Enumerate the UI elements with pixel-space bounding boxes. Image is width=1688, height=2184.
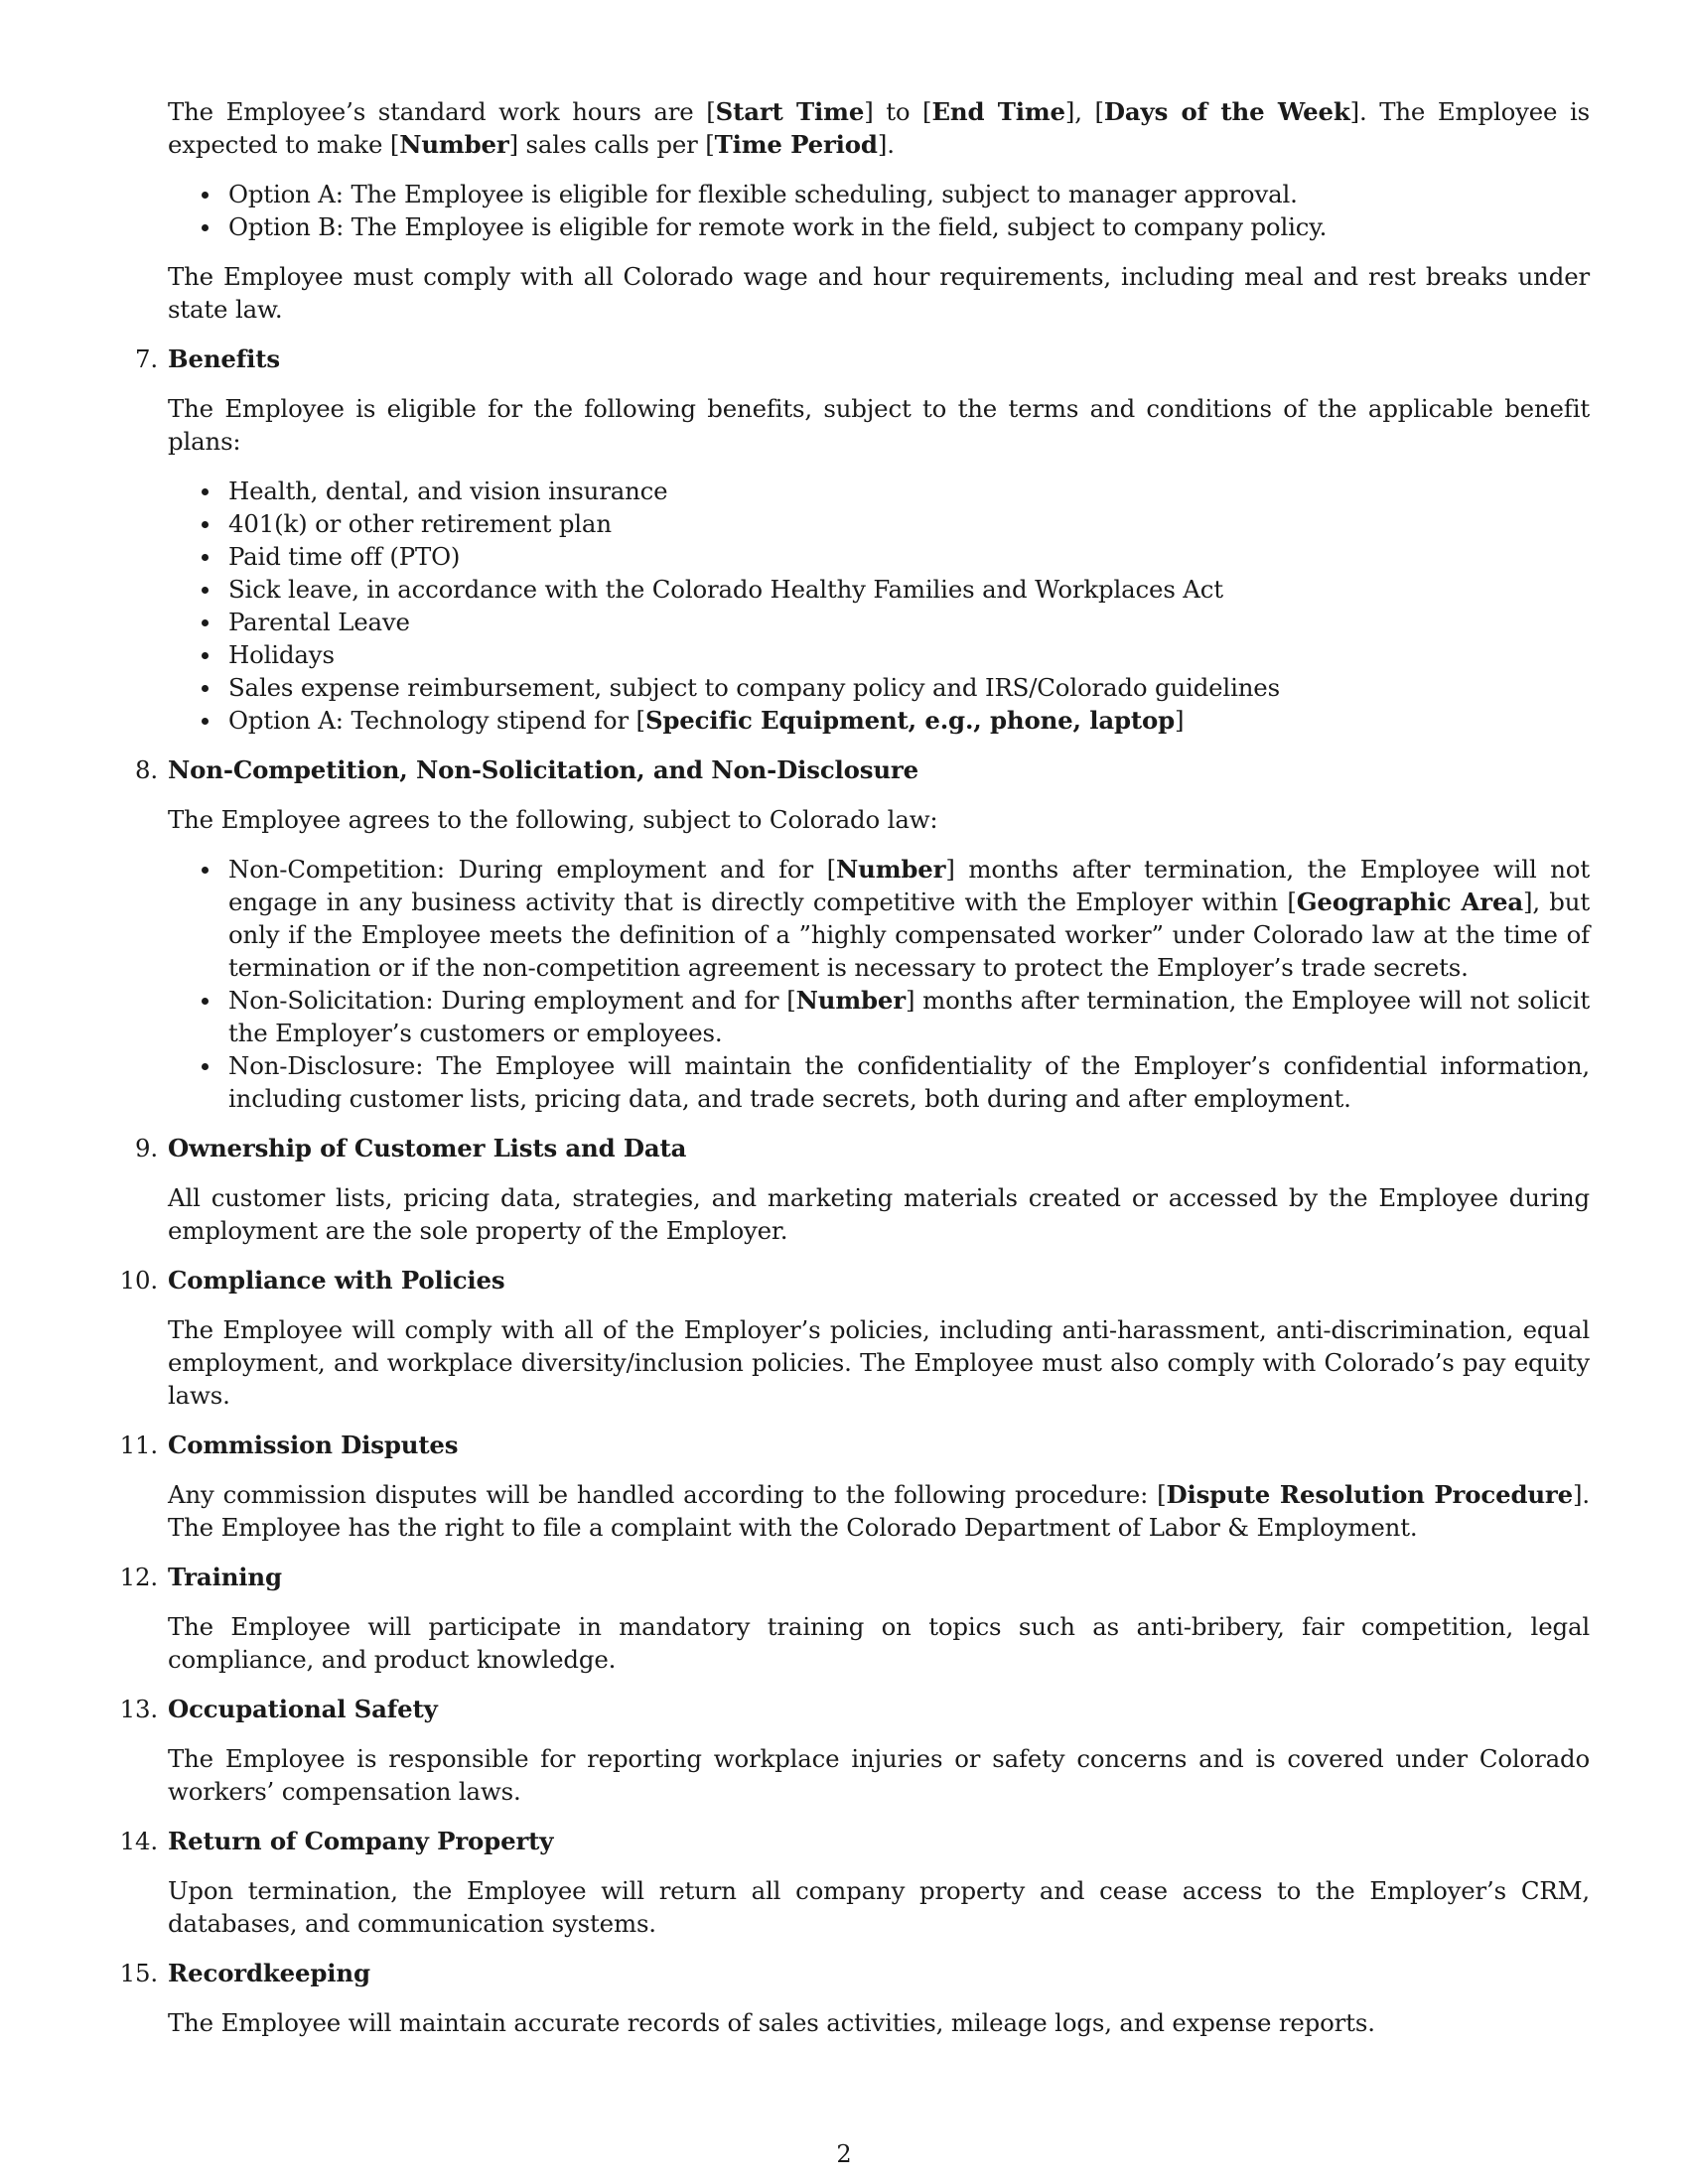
restrictive-covenants-list — [168, 853, 1590, 1115]
list-item: Health, dental, and vision insurance — [168, 475, 1590, 507]
list-item: Paid time off (PTO) — [168, 540, 1590, 573]
section-number: 15. — [119, 1959, 158, 1987]
placeholder-equipment: Specific Equipment, e.g., phone, laptop — [644, 706, 1176, 735]
placeholder-geographic-area: Geographic Area — [1296, 887, 1524, 916]
placeholder-time-period: Time Period — [714, 130, 878, 159]
section-15-heading: 15. Recordkeeping — [119, 1959, 370, 1987]
section-12-text: The Employee will participate in mandatory training on topics such as anti-bribery, fair competition, legal compliance, and product knowledge. — [168, 1612, 1590, 1674]
wage-hour-paragraph: The Employee must comply with all Colorado wage and hour requirements, including meal and rest breaks under state law. — [168, 262, 1590, 324]
section-11-text: Any commission disputes will be handled according to the following procedure: [Dispute Resolution Procedure]. The Employee has the right to file a complaint with the Colorado Department of Labor & Employment. — [168, 1480, 1590, 1542]
placeholder-number: Number — [399, 130, 509, 159]
scheduling-options-list — [168, 178, 1590, 243]
section-15-text: The Employee will maintain accurate records of sales activities, mileage logs, and expense reports. — [168, 2008, 1375, 2037]
list-item: Holidays — [168, 638, 1590, 671]
list-item: Non-Disclosure: The Employee will maintain the confidentiality of the Employer’s confidential information, including customer lists, pricing data, and trade secrets, both during and after employment. — [168, 1049, 1590, 1115]
section-8-text: The Employee agrees to the following, subject to Colorado law: — [168, 805, 938, 834]
list-item: Sick leave, in accordance with the Colorado Healthy Families and Workplaces Act — [168, 573, 1590, 606]
section-number: 10. — [119, 1266, 158, 1295]
section-number: 7. — [135, 344, 158, 373]
section-10-text: The Employee will comply with all of the Employer’s policies, including anti-harassment, anti-discrimination, equal employment, and workplace diversity/inclusion policies. The Employee must also comply with Colorado’s pay equity laws. — [168, 1315, 1590, 1410]
placeholder-days: Days of the Week — [1103, 97, 1350, 126]
section-7-text: The Employee is eligible for the following benefits, subject to the terms and conditions of the applicable benefit plans: — [168, 394, 1590, 456]
list-item: Option A: Technology stipend for [Specific Equipment, e.g., phone, laptop] — [168, 704, 1590, 737]
placeholder-number: Number — [795, 986, 906, 1015]
benefits-list — [168, 475, 1590, 737]
section-number: 11. — [119, 1431, 158, 1459]
section-12-heading: 12. Training — [119, 1563, 282, 1591]
placeholder-dispute-procedure: Dispute Resolution Procedure — [1166, 1480, 1574, 1509]
list-item: Non-Solicitation: During employment and for [Number] months after termination, the Employee will not solicit the Employer’s customers or employees. — [168, 984, 1590, 1049]
section-number: 14. — [119, 1827, 158, 1855]
section-9-heading: 9. Ownership of Customer Lists and Data — [135, 1134, 687, 1162]
document-page — [119, 95, 1590, 2039]
section-11-heading: 11. Commission Disputes — [119, 1431, 459, 1459]
section-13-heading: 13. Occupational Safety — [119, 1695, 438, 1723]
section-7-heading: 7. Benefits — [135, 344, 280, 373]
section-14-heading: 14. Return of Company Property — [119, 1827, 554, 1855]
section-8-heading: 8. Non-Competition, Non-Solicitation, and Non-Disclosure — [135, 755, 918, 784]
list-item: Parental Leave — [168, 606, 1590, 638]
section-9-text: All customer lists, pricing data, strategies, and marketing materials created or accessed by the Employee during employment are the sole property of the Employer. — [168, 1183, 1590, 1245]
list-item: 401(k) or other retirement plan — [168, 507, 1590, 540]
placeholder-end-time: End Time — [931, 97, 1065, 126]
section-number: 12. — [119, 1563, 158, 1591]
section-10-heading: 10. Compliance with Policies — [119, 1266, 505, 1295]
list-item: Option A: The Employee is eligible for flexible scheduling, subject to manager approval. — [168, 178, 1590, 210]
placeholder-start-time: Start Time — [715, 97, 865, 126]
section-14-text: Upon termination, the Employee will return all company property and cease access to the Employer’s CRM, databases, and communication systems. — [168, 1876, 1590, 1938]
section-number: 9. — [135, 1134, 158, 1162]
section-13-text: The Employee is responsible for reporting workplace injuries or safety concerns and is covered under Colorado workers’ compensation laws. — [168, 1744, 1590, 1806]
work-hours-paragraph: The Employee’s standard work hours are [Start Time] to [End Time], [Days of the Week]. The Employee is expected to make [Number] sales calls per [Time Period]. — [168, 97, 1590, 159]
section-number: 13. — [119, 1695, 158, 1723]
section-number: 8. — [135, 755, 158, 784]
page-number: 2 — [836, 2140, 852, 2168]
list-item: Option B: The Employee is eligible for remote work in the field, subject to company policy. — [168, 210, 1590, 243]
list-item: Non-Competition: During employment and for [Number] months after termination, the Employee will not engage in any business activity that is directly competitive with the Employer within [Geographic Area], but only if the Employee meets the definition of a ”highly compensated worker” under Colorado law at the time of termination or if the non-competition agreement is necessary to protect the Employer’s trade secrets. — [168, 853, 1590, 984]
list-item: Sales expense reimbursement, subject to company policy and IRS/Colorado guidelines — [168, 671, 1590, 704]
placeholder-number: Number — [835, 855, 946, 884]
